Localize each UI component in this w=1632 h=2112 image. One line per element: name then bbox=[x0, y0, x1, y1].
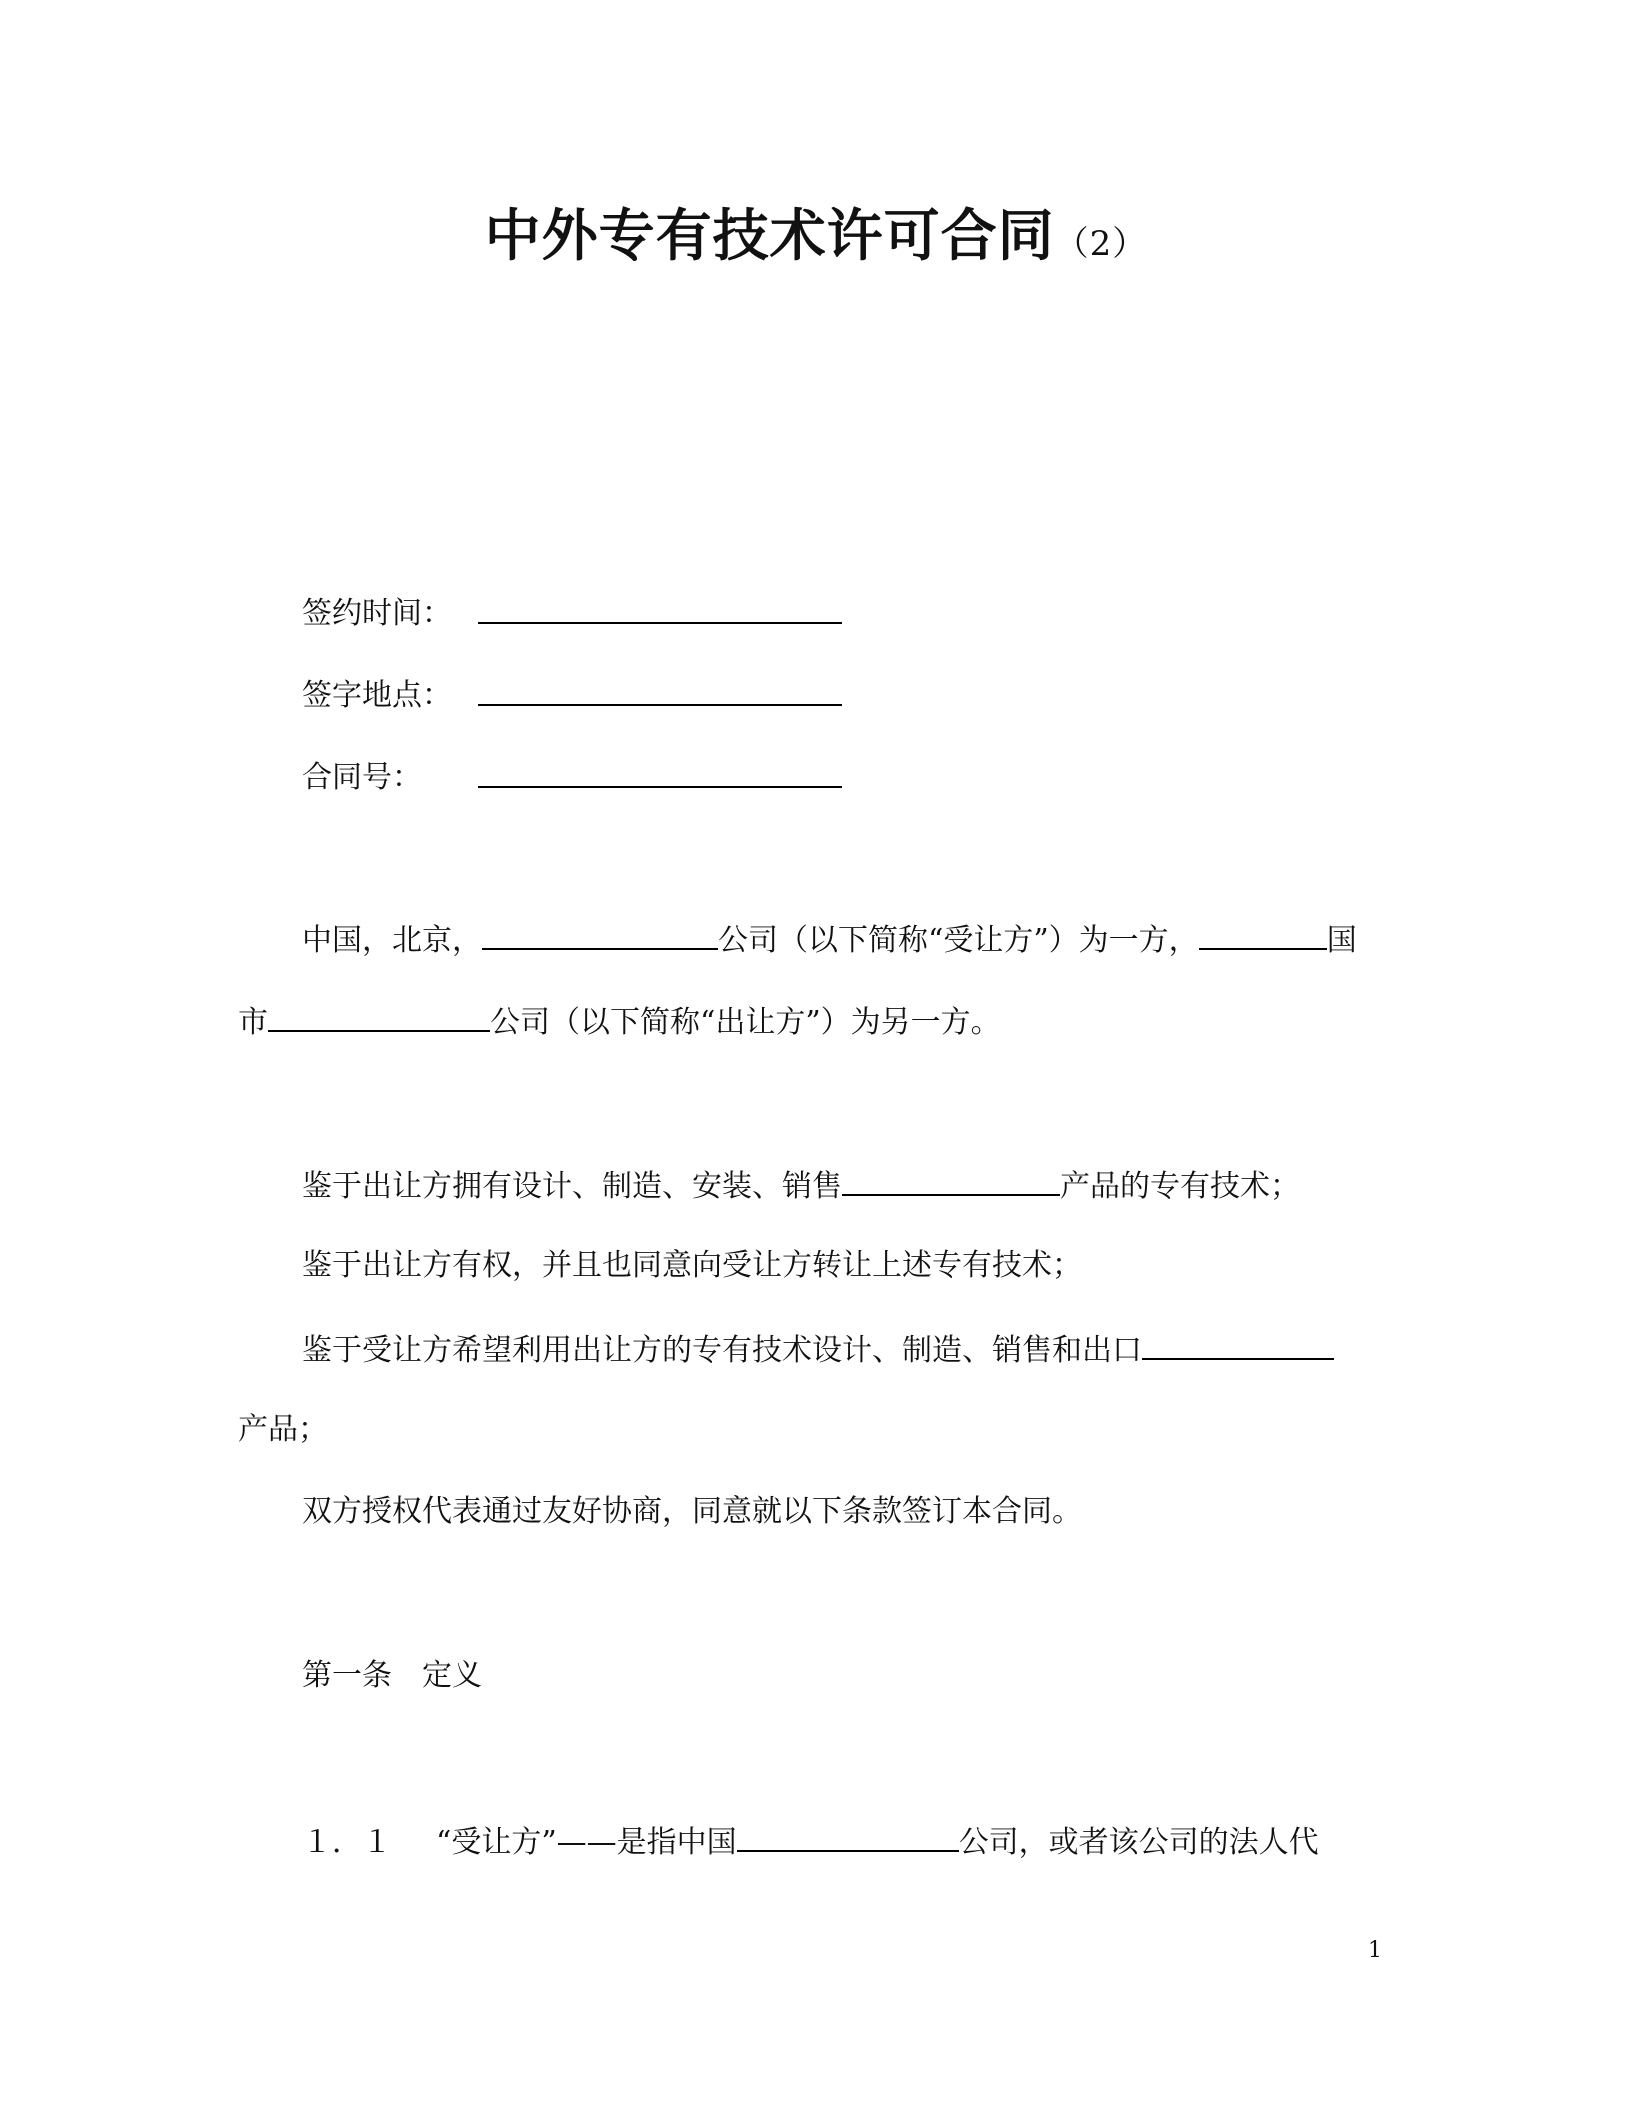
clause-company-blank[interactable] bbox=[737, 1820, 959, 1852]
whereas-3-text-a: 鉴于受让方希望利用出让方的专有技术设计、制造、销售和出口 bbox=[302, 1333, 1142, 1368]
contract-number-blank[interactable] bbox=[478, 786, 842, 788]
product-blank-1[interactable] bbox=[842, 1164, 1060, 1196]
transferor-company-blank[interactable] bbox=[268, 1000, 490, 1032]
parties-line-2 bbox=[238, 1000, 1001, 1043]
whereas-1 bbox=[302, 1164, 1300, 1207]
transferor-country-blank[interactable] bbox=[1199, 918, 1327, 950]
whereas-1-text-b: 产品的专有技术； bbox=[1060, 1169, 1300, 1204]
article-1-heading: 第一条 定义 bbox=[302, 1658, 482, 1693]
document-title bbox=[0, 192, 1632, 272]
parties-text-d: 市 bbox=[238, 1005, 268, 1040]
whereas-3-cont: 产品； bbox=[238, 1412, 328, 1447]
clause-1-1-text-a: “受让方”——是指中国 bbox=[436, 1825, 737, 1860]
clause-1-1-number: １．１ bbox=[302, 1825, 392, 1860]
signing-place-blank[interactable] bbox=[478, 704, 842, 706]
contract-number-label: 合同号： bbox=[302, 760, 422, 795]
whereas-3 bbox=[302, 1328, 1334, 1371]
transferee-company-blank[interactable] bbox=[482, 918, 718, 950]
whereas-1-text-a: 鉴于出让方拥有设计、制造、安装、销售 bbox=[302, 1169, 842, 1204]
page-number: 1 bbox=[1368, 1938, 1382, 1963]
parties-text-c: 国 bbox=[1326, 923, 1357, 958]
clause-1-1-text-b: 公司，或者该公司的法人代 bbox=[958, 1825, 1319, 1860]
parties-text-e: 公司（以下简称“出让方”）为另一方。 bbox=[490, 1005, 1001, 1040]
parties-line-1 bbox=[302, 918, 1357, 961]
title-text: 中外专有技术许可合同 bbox=[484, 204, 1055, 269]
signing-place-label: 签字地点： bbox=[302, 678, 452, 713]
title-suffix: （2） bbox=[1054, 224, 1148, 264]
signing-time-blank[interactable] bbox=[478, 622, 842, 624]
parties-text-a: 中国，北京， bbox=[302, 923, 482, 958]
clause-1-1 bbox=[302, 1820, 1319, 1863]
parties-text-b: 公司（以下简称“受让方”）为一方， bbox=[718, 923, 1199, 958]
agreement-statement: 双方授权代表通过友好协商，同意就以下条款签订本合同。 bbox=[302, 1494, 1082, 1529]
whereas-2: 鉴于出让方有权，并且也同意向受让方转让上述专有技术； bbox=[302, 1248, 1082, 1283]
signing-time-label: 签约时间： bbox=[302, 596, 452, 631]
product-blank-2[interactable] bbox=[1142, 1328, 1334, 1360]
